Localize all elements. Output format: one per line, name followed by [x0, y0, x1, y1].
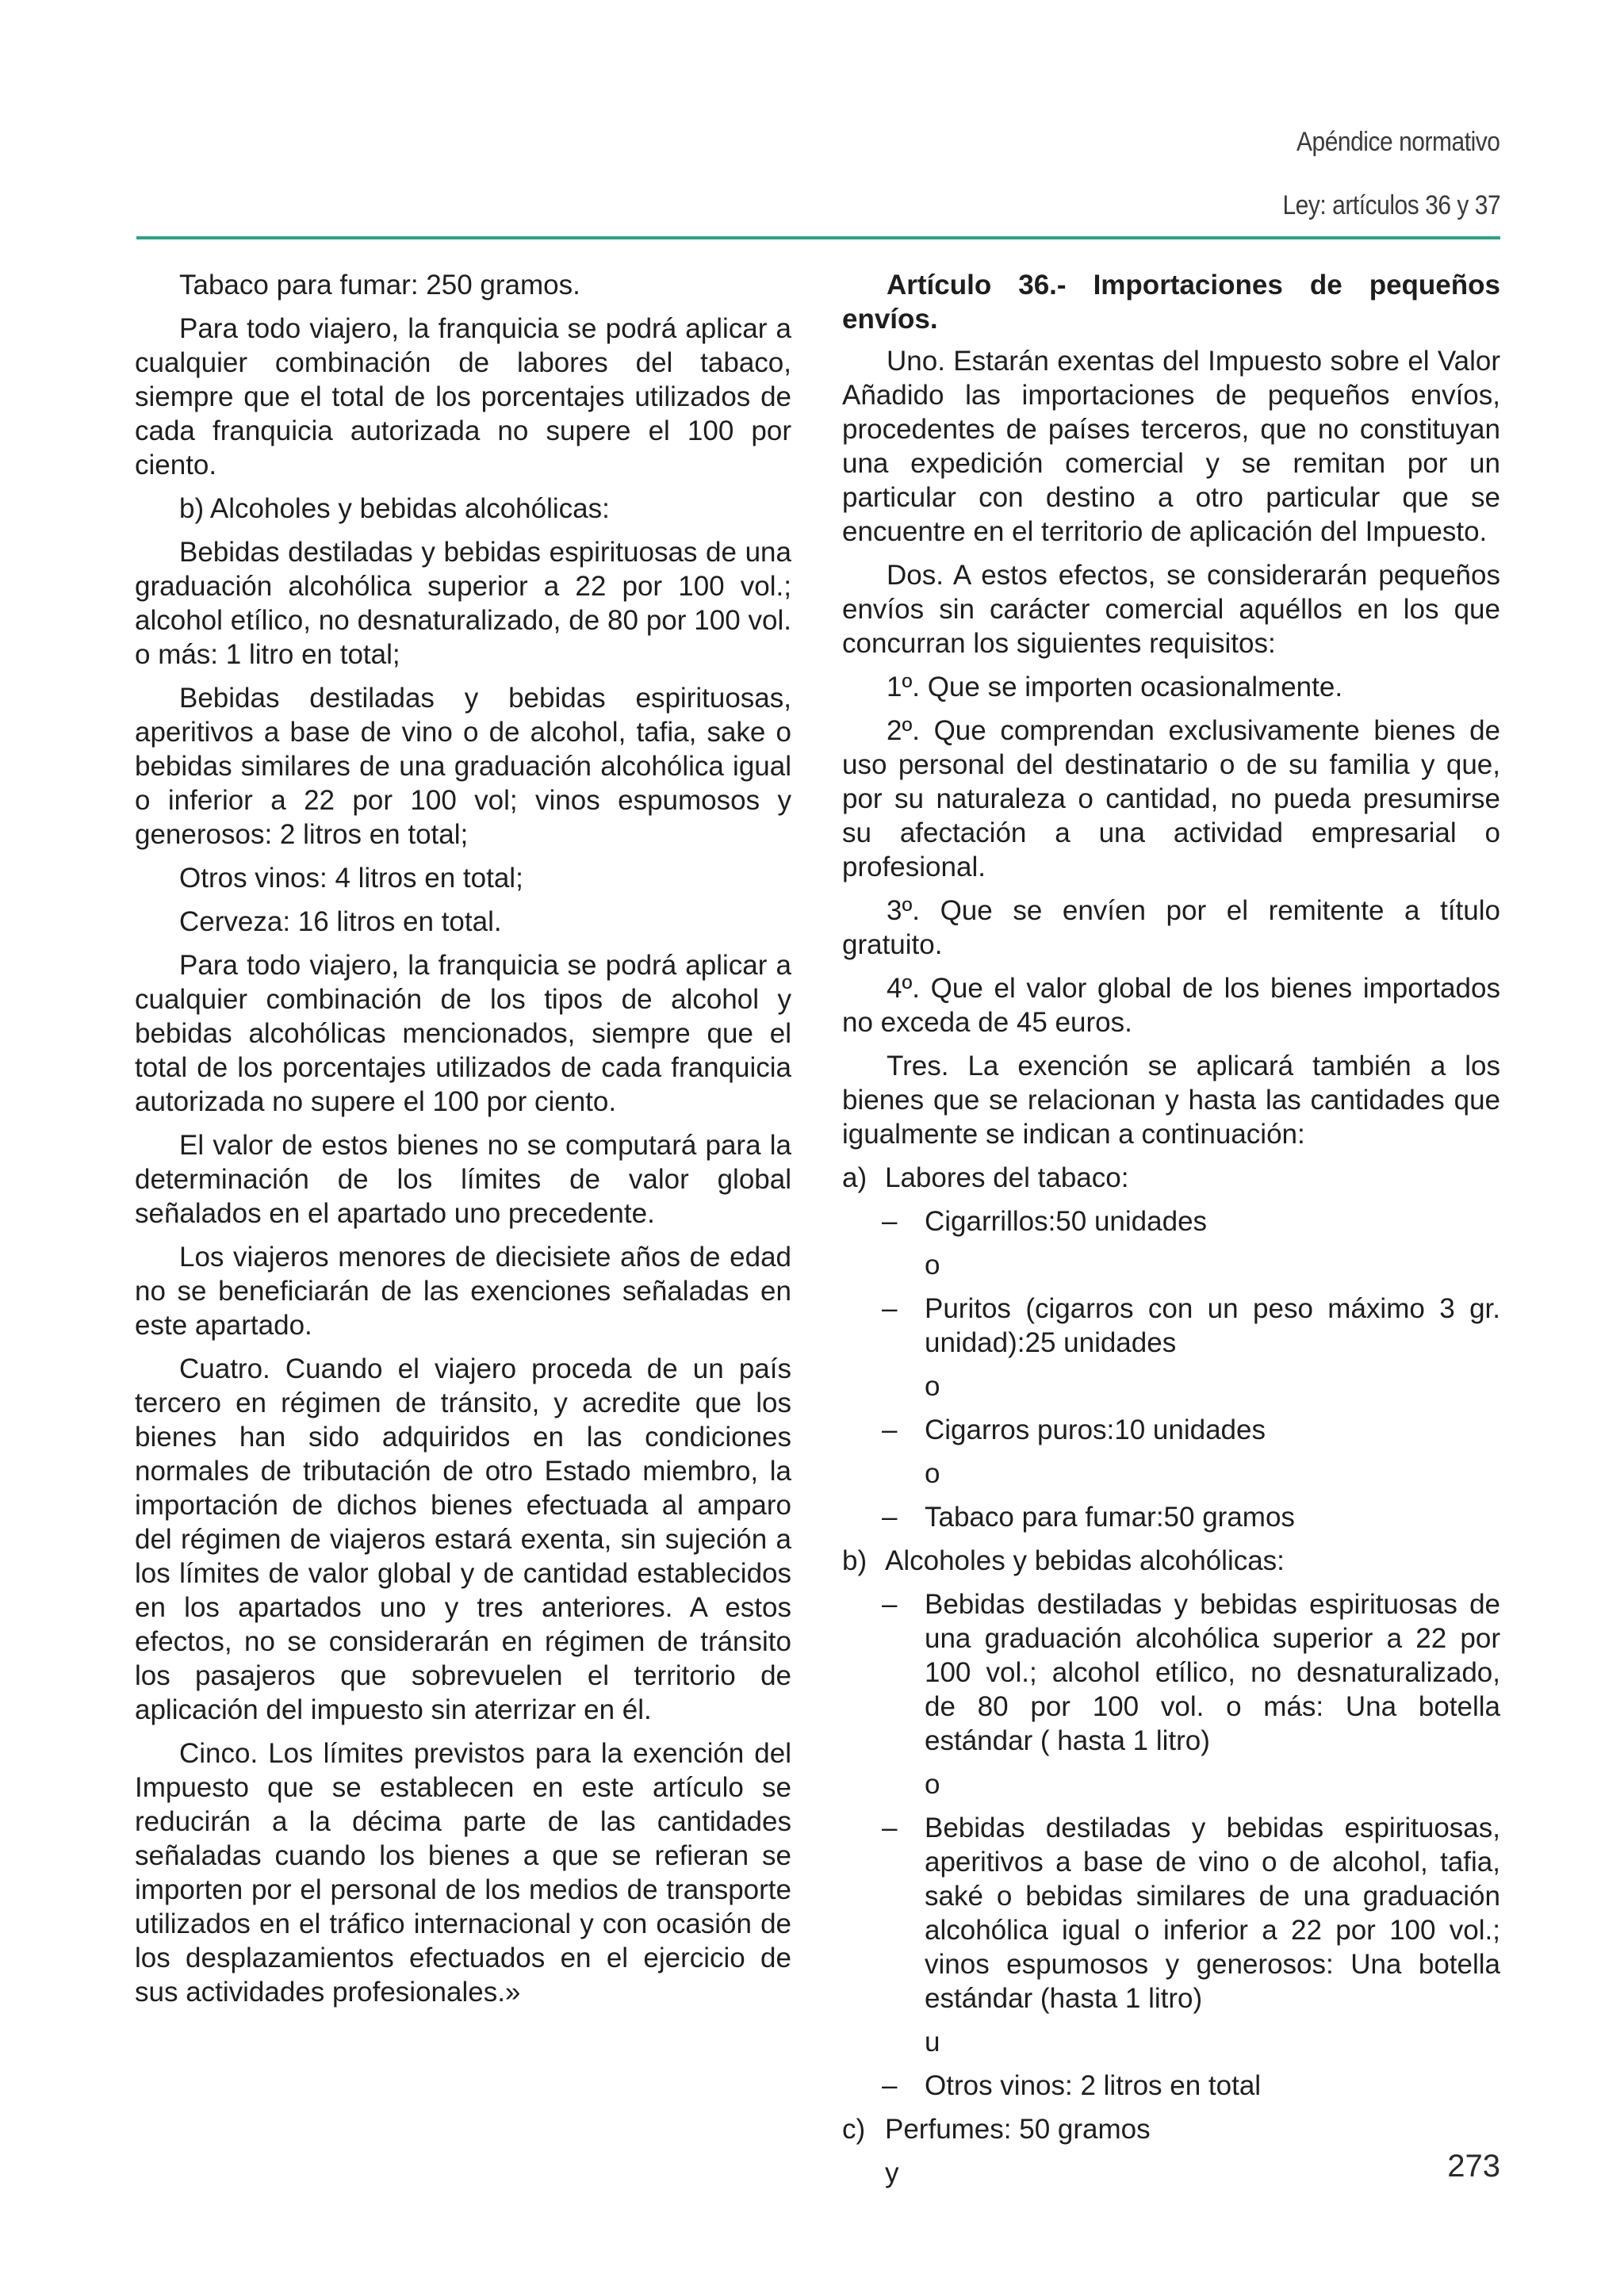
requirement-1: 1º. Que se importen ocasionalmente. — [887, 672, 1343, 702]
right-column — [842, 268, 1500, 2199]
dash-marker: – — [882, 1589, 898, 1620]
header-subsection: Ley: artículos 36 y 37 — [1282, 190, 1500, 220]
dash-item — [882, 1292, 1500, 1360]
requirement-4: 4º. Que el valor global de los bienes importados no exceda de 45 euros. — [842, 973, 1500, 1038]
paragraph: Los viajeros menores de diecisiete años de edad no se beneficiarán de las exenciones señaladas en este apartado. — [135, 1242, 791, 1341]
dash-item — [882, 1587, 1500, 1758]
list-item-b — [842, 1544, 1500, 1578]
dash-item — [882, 1204, 1500, 1238]
dash-marker: – — [882, 1293, 898, 1324]
list-label: Perfumes: 50 gramos — [885, 2114, 1151, 2145]
dash-text: Puritos (cigarros con un peso máximo 3 gr. unidad):25 unidades — [925, 1293, 1500, 1358]
dash-marker: – — [882, 1502, 898, 1533]
paragraph-dos: Dos. A estos efectos, se considerarán pequeños envíos sin carácter comercial aquéllos en los que concurran los siguientes requisitos: — [842, 560, 1500, 659]
requirement-2: 2º. Que comprendan exclusivamente bienes de uso personal del destinatario o de su familia y que, por su naturaleza o cantidad, no pueda presumirse su afectación a una actividad empresarial o profesional. — [842, 715, 1500, 882]
page-number: 273 — [1447, 2149, 1500, 2184]
paragraph: Otros vinos: 4 litros en total; — [179, 863, 523, 894]
header-divider — [136, 236, 1500, 239]
list-item-a — [842, 1161, 1500, 1195]
paragraph: Bebidas destiladas y bebidas espirituosas de una graduación alcohólica superior a 22 por 100 vol.; alcohol etílico, no desnaturalizado, de 80 por 100 vol. o más: 1 litro en total; — [135, 537, 791, 670]
dash-marker: – — [882, 1813, 898, 1843]
paragraph: Cerveza: 16 litros en total. — [179, 906, 502, 937]
dash-item — [882, 1500, 1500, 1534]
paragraph: Cinco. Los límites previstos para la exención del Impuesto que se establecen en este artículo se reducirán a la décima parte de las cantidades señaladas cuando los bienes a que se refieran se importen por el personal de los medios de transporte utilizados en el tráfico internacional y con ocasión de los desplazamientos efectuados en el ejercicio de sus actividades profesionales.» — [135, 1738, 791, 2008]
requirement-3: 3º. Que se envíen por el remitente a título gratuito. — [842, 895, 1500, 960]
dash-text: Otros vinos: 2 litros en total — [925, 2070, 1262, 2101]
paragraph: Para todo viajero, la franquicia se podrá aplicar a cualquier combinación de los tipos de alcohol y bebidas alcohólicas mencionados, siempre que el total de los porcentajes utilizados de cada franquicia autorizada no supere el 100 por ciento. — [135, 950, 791, 1117]
list-marker: b) — [842, 1545, 868, 1576]
paragraph: Bebidas destiladas y bebidas espirituosas, aperitivos a base de vino o de alcohol, tafia, sake o bebidas similares de una graduación alcohólica igual o inferior a 22 por 100 vol; vinos espumosos y generosos: 2 litros en total; — [135, 683, 791, 850]
list-marker: c) — [842, 2114, 866, 2145]
conjunction: o — [925, 1250, 940, 1280]
dash-item — [882, 1413, 1500, 1447]
dash-text: Bebidas destiladas y bebidas espirituosas, aperitivos a base de vino o de alcohol, tafia, saké o bebidas similares de una graduación alcohólica igual o inferior a 22 por 100 vol.; vinos espumosos y generosos: Una botella estándar (hasta 1 litro) — [925, 1813, 1500, 2014]
dash-text: Tabaco para fumar:50 gramos — [925, 1502, 1295, 1533]
list-label: Alcoholes y bebidas alcohólicas: — [885, 1545, 1285, 1576]
paragraph: b) Alcoholes y bebidas alcohólicas: — [179, 493, 610, 524]
dash-text: Cigarros puros:10 unidades — [925, 1414, 1266, 1445]
conjunction: u — [925, 2027, 940, 2058]
dash-text: Cigarrillos:50 unidades — [925, 1206, 1208, 1237]
paragraph: Cuatro. Cuando el viajero proceda de un país tercero en régimen de tránsito, y acredite que los bienes han sido adquiridos en las condiciones normales de tributación de otro Estado miembro, la importación de dichos bienes efectuada al amparo del régimen de viajeros estará exenta, sin sujeción a los límites de valor global y de cantidad establecidos en los apartados uno y tres anteriores. A estos efectos, no se considerarán en régimen de tránsito los pasajeros que sobrevuelen el territorio de aplicación del impuesto sin aterrizar en él. — [135, 1353, 791, 1725]
paragraph: Para todo viajero, la franquicia se podrá aplicar a cualquier combinación de labores del tabaco, siempre que el total de los porcentajes utilizados de cada franquicia autorizada no supere el 100 por ciento. — [135, 313, 791, 480]
paragraph-tres: Tres. La exención se aplicará también a los bienes que se relacionan y hasta las cantidades que igualmente se indican a continuación: — [842, 1051, 1500, 1150]
dash-text: Bebidas destiladas y bebidas espirituosas de una graduación alcohólica superior a 22 por 100 vol.; alcohol etílico, no desnaturalizado, de 80 por 100 vol. o más: Una botella estándar ( hasta 1 litro) — [925, 1589, 1500, 1756]
dash-marker: – — [882, 2070, 898, 2101]
dash-marker: – — [882, 1206, 898, 1237]
list-label: Labores del tabaco: — [885, 1162, 1129, 1193]
conjunction: o — [925, 1458, 940, 1489]
left-column — [135, 268, 791, 2019]
paragraph: El valor de estos bienes no se computará para la determinación de los límites de valor global señalados en el apartado uno precedente. — [135, 1130, 791, 1229]
dash-marker: – — [882, 1414, 898, 1445]
list-item-c — [842, 2112, 1500, 2146]
list-marker: a) — [842, 1162, 868, 1193]
article-title: Artículo 36.- Importaciones de pequeños envíos. — [842, 270, 1500, 335]
conjunction: o — [925, 1371, 940, 1402]
conjunction: y — [885, 2157, 899, 2188]
dash-item — [882, 2069, 1500, 2103]
paragraph-uno: Uno. Estarán exentas del Impuesto sobre el Valor Añadido las importaciones de pequeños envíos, procedentes de países terceros, que no constituyan una expedición comercial y se remitan por un particular con destino a otro particular que se encuentre en el territorio de aplicación del Impuesto. — [842, 346, 1500, 547]
dash-item — [882, 1811, 1500, 2015]
header-section: Apéndice normativo — [1297, 127, 1500, 157]
conjunction: o — [925, 1769, 940, 1800]
paragraph: Tabaco para fumar: 250 gramos. — [179, 270, 580, 301]
